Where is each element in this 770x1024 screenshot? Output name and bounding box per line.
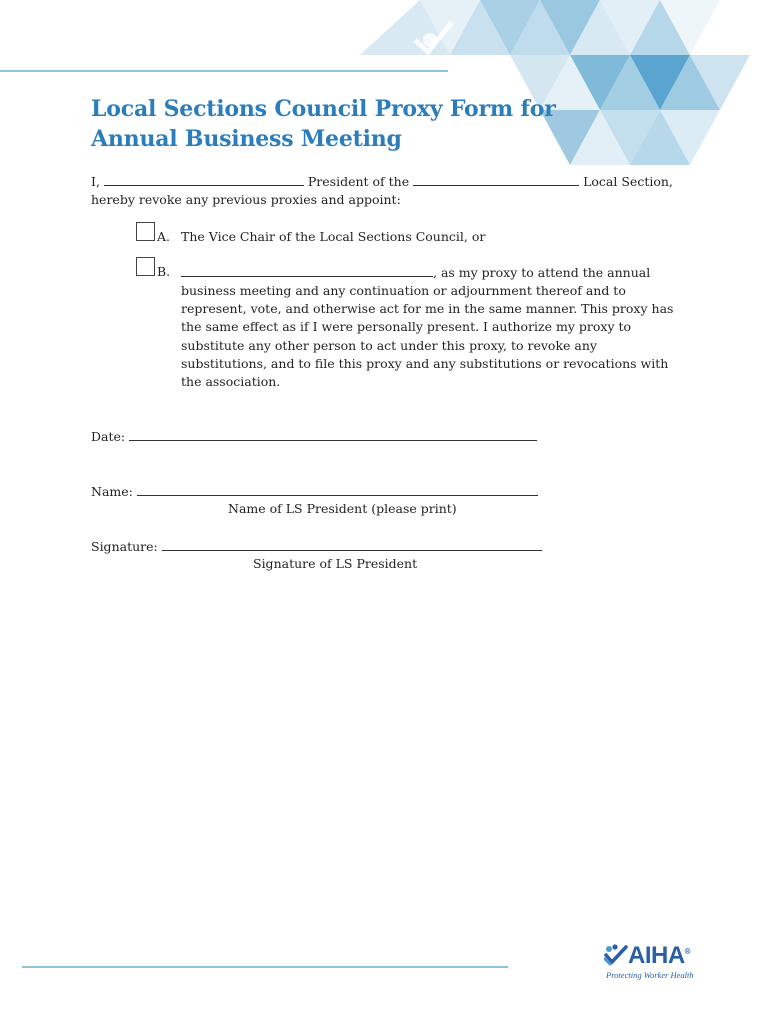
option-b-line: the association.	[181, 374, 281, 390]
intro-line	[91, 172, 673, 191]
logo-wordmark: AIHA®	[628, 942, 691, 969]
option-b-line: business meeting and any continuation or adjournment thereof and to	[181, 283, 626, 298]
header-rule	[0, 70, 448, 72]
checkmark-people-icon	[604, 944, 628, 966]
option-b-line: represent, vote, and otherwise act for me in the same manner. This proxy has	[181, 301, 674, 317]
option-b-paragraph	[181, 282, 681, 391]
local-section-blank[interactable]	[413, 172, 579, 186]
date-row	[91, 427, 537, 446]
aiha-logo	[604, 942, 704, 982]
signature-row	[91, 537, 542, 556]
member-name-blank[interactable]	[104, 172, 304, 186]
option-b-line: the same effect as if I were personally present. I authorize my proxy to	[181, 319, 632, 335]
date-label: Date:	[91, 429, 126, 444]
option-a-text: The Vice Chair of the Local Sections Council, or	[181, 229, 486, 244]
option-a-checkbox[interactable]	[136, 222, 155, 241]
signature-field[interactable]	[162, 537, 542, 551]
title-line-2: Annual Business Meeting	[91, 126, 402, 152]
title-line-1: Local Sections Council Proxy Form for	[91, 96, 556, 122]
intro-line-2: hereby revoke any previous proxies and appoint:	[91, 192, 401, 207]
option-b-line: substitute any other person to act under this proxy, to revoke any	[181, 337, 597, 353]
page-title	[91, 94, 556, 154]
option-b-first-line	[181, 263, 650, 282]
footer-rule	[22, 966, 508, 968]
intro-part-1: I,	[91, 174, 100, 189]
option-b-checkbox[interactable]	[136, 257, 155, 276]
name-label: Name:	[91, 484, 133, 499]
option-b-line: substitutions, and to file this proxy and any substitutions or revocations with	[181, 355, 669, 371]
proxy-name-blank[interactable]	[181, 263, 433, 277]
date-field[interactable]	[129, 427, 537, 441]
signature-caption: Signature of LS President	[253, 556, 418, 571]
name-caption: Name of LS President (please print)	[228, 501, 457, 516]
signature-label: Signature:	[91, 539, 158, 554]
name-row	[91, 482, 538, 501]
intro-part-3: Local Section,	[583, 174, 673, 189]
name-field[interactable]	[137, 482, 538, 496]
option-b-label: B.	[157, 264, 171, 279]
logo-tagline: Protecting Worker Health	[606, 970, 694, 980]
option-a-label: A.	[157, 229, 171, 244]
intro-part-2: President of the	[307, 174, 410, 189]
option-b-text-line1: , as my proxy to attend the annual	[433, 265, 651, 280]
